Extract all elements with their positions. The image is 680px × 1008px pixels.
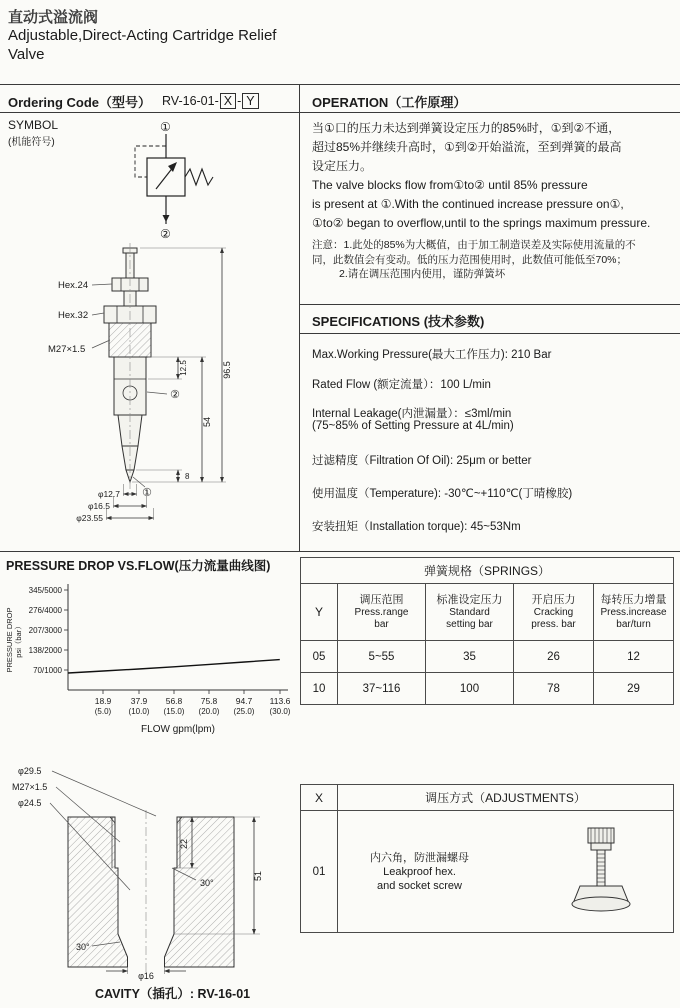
springs-row-10 <box>301 673 674 705</box>
spec-item: (75~85% of Setting Pressure at 4L/min) <box>312 420 514 432</box>
operation-line: is present at ①.With the continued increase pressure on①, <box>312 197 624 211</box>
springs-col-standard-cn: 标准设定压力 <box>436 594 503 606</box>
pressure-flow-chart <box>4 578 296 750</box>
chart-y-tick: 207/3000 <box>28 626 62 635</box>
page-title-cn: 直动式溢流阀 <box>8 9 99 26</box>
springs-cell-increase: 29 <box>594 673 674 705</box>
spec-item: Max.Working Pressure(最大工作压力): 210 Bar <box>312 349 552 361</box>
adjustments-cell-code: 01 <box>301 811 338 933</box>
adjustment-desc-en2: and socket screw <box>377 879 462 892</box>
springs-table-title: 弹簧规格（SPRINGS） <box>301 558 674 584</box>
cavity-angle-30-bottom: 30° <box>76 942 90 952</box>
ordering-code-x-box: X <box>220 93 236 109</box>
flow-curve <box>68 660 280 673</box>
springs-cell-y: 05 <box>301 641 338 673</box>
divider-subheader <box>0 112 680 113</box>
operation-line: The valve blocks flow from①to② until 85% pressure <box>312 178 588 192</box>
cavity-dim-22: 22 <box>179 838 189 850</box>
chart-y-tick: 345/5000 <box>28 586 62 595</box>
springs-table <box>300 557 674 705</box>
adjustments-x-column-label: X <box>301 785 338 811</box>
springs-row-05 <box>301 641 674 673</box>
operation-note: 2.请在调压范围内使用，谨防弹簧坏 <box>339 268 506 280</box>
springs-cell-cracking: 78 <box>514 673 594 705</box>
specifications-list <box>312 344 678 550</box>
chart-x-subtick: (30.0) <box>269 707 291 716</box>
specifications-title: SPECIFICATIONS (技术参数) <box>312 314 485 329</box>
cavity-dia-29-5-label: φ29.5 <box>18 766 42 776</box>
adjustments-table <box>300 784 674 933</box>
adjustment-description <box>370 851 469 893</box>
valve-port2-label: ② <box>170 389 180 401</box>
spec-item: 过滤精度（Filtration Of Oil): 25μm or better <box>312 455 532 467</box>
springs-col-standard-en1: Standard <box>449 607 490 618</box>
valve-dim-96-5: 96.5 <box>222 361 232 379</box>
chart-x-subtick: (15.0) <box>163 707 185 716</box>
divider-vertical-main <box>299 84 300 551</box>
chart-y-axis-label-2: psi（bar） <box>14 622 23 658</box>
springs-y-column-label: Y <box>301 584 338 641</box>
divider-spec-top <box>300 304 680 305</box>
valve-dim-8: 8 <box>185 472 190 481</box>
spec-item: 安装扭矩（Installation torque): 45~53Nm <box>312 521 521 533</box>
chart-x-subtick: (10.0) <box>128 707 150 716</box>
operation-line: 当①口的压力未达到弹簧设定压力的85%时，①到②不通， <box>312 121 621 135</box>
divider-middle <box>0 551 680 552</box>
ordering-code-label: Ordering Code（型号） <box>8 95 152 110</box>
chart-y-axis-label-1: PRESSURE DROP <box>5 607 14 673</box>
valve-dia-16-5: φ16.5 <box>87 501 110 511</box>
divider-spec-bottom <box>300 333 680 334</box>
adjustments-cell-content <box>338 811 674 933</box>
springs-col-standard-en2: setting bar <box>446 619 493 630</box>
page-title-en-line1: Adjustable,Direct-Acting Cartridge Relief <box>8 27 277 44</box>
springs-col-increase-en2: bar/turn <box>616 619 651 630</box>
operation-line: ①to② began to overflow,until to the springs maximum pressure. <box>312 216 651 230</box>
chart-x-subtick: (5.0) <box>94 707 112 716</box>
springs-cell-standard: 100 <box>426 673 514 705</box>
chart-x-tick: 113.6 <box>269 696 291 706</box>
cavity-angle-30-top: 30° <box>200 878 214 888</box>
springs-col-cracking-en2: press. bar <box>531 619 576 630</box>
chart-x-subtick: (25.0) <box>233 707 255 716</box>
valve-thread-label: M27×1.5 <box>48 344 86 355</box>
springs-col-range-en1: Press.range <box>354 607 409 618</box>
chart-x-tick: 18.9 <box>94 696 112 706</box>
adjustment-screw-drawing <box>557 826 645 918</box>
chart-x-tick: 56.8 <box>165 696 183 706</box>
operation-note: 同，此数值会有变动。低的压力范围使用时，此数值可能低至70%； <box>312 253 628 266</box>
spec-item: 使用温度（Temperature): -30℃~+110℃(丁晴橡胶) <box>312 488 573 500</box>
springs-col-cracking-cn: 开启压力 <box>531 594 576 606</box>
symbol-port2-label: ② <box>160 227 171 241</box>
spec-item: Rated Flow (额定流量）：100 L/min <box>312 379 491 391</box>
chart-title: PRESSURE DROP VS.FLOW(压力流量曲线图) <box>6 559 271 573</box>
springs-col-standard <box>426 584 514 641</box>
valve-section-drawing <box>30 246 298 546</box>
symbol-label: SYMBOL <box>8 118 59 132</box>
springs-col-range <box>338 584 426 641</box>
cavity-dia-16: φ16 <box>138 971 154 981</box>
cavity-thread-label: M27×1.5 <box>12 782 48 792</box>
ordering-code-value <box>162 93 260 109</box>
adjustment-desc-cn: 内六角，防泄漏螺母 <box>370 851 469 864</box>
valve-hex32-label: Hex.32 <box>58 310 89 321</box>
chart-y-tick: 276/4000 <box>28 606 62 615</box>
springs-cell-cracking: 26 <box>514 641 594 673</box>
operation-line: 超过85%并继续升高时，①到②开始溢流，至到弹簧的最高 <box>312 140 622 154</box>
valve-hex24-label: Hex.24 <box>58 280 89 291</box>
chart-y-tick: 138/2000 <box>28 646 62 655</box>
symbol-port1-label: ① <box>160 120 171 134</box>
operation-title: OPERATION（工作原理） <box>312 95 467 110</box>
adjustments-row-01 <box>301 811 674 933</box>
springs-col-range-en2: bar <box>374 619 389 630</box>
springs-col-increase-en1: Press.increase <box>600 607 667 618</box>
chart-y-tick: 70/1000 <box>33 666 62 675</box>
adjustments-table-title: 调压方式（ADJUSTMENTS） <box>338 785 674 811</box>
hydraulic-symbol-drawing <box>105 114 235 246</box>
cavity-section-drawing <box>6 762 294 980</box>
ordering-code-y-box: Y <box>242 93 258 109</box>
springs-col-increase <box>594 584 674 641</box>
springs-cell-y: 10 <box>301 673 338 705</box>
chart-x-tick: 37.9 <box>130 696 148 706</box>
springs-cell-standard: 35 <box>426 641 514 673</box>
ordering-code-prefix: RV-16-01- <box>162 94 219 108</box>
page-title-en-line2: Valve <box>8 46 45 63</box>
operation-note: 注意：1.此处的85%为大概值，由于加工制造误差及实际使用流量的不 <box>312 239 636 251</box>
chart-x-tick: 75.8 <box>200 696 218 706</box>
spec-item: Internal Leakage(内泄漏量）：≤3ml/min <box>312 408 512 420</box>
springs-cell-range: 5~55 <box>338 641 426 673</box>
operation-text <box>312 119 678 282</box>
springs-col-range-cn: 调压范围 <box>359 594 404 606</box>
cavity-dim-51: 51 <box>253 870 263 882</box>
valve-dim-54: 54 <box>202 416 212 428</box>
valve-dim-12-5: 12.5 <box>179 360 188 376</box>
springs-cell-increase: 12 <box>594 641 674 673</box>
springs-col-cracking-en1: Cracking <box>533 607 574 618</box>
operation-line: 设定压力。 <box>312 159 373 173</box>
divider-header <box>0 84 680 85</box>
symbol-sublabel: (机能符号) <box>8 137 55 148</box>
springs-col-increase-cn: 每转压力增量 <box>600 594 667 606</box>
chart-x-axis-label: FLOW gpm(lpm) <box>141 724 215 735</box>
springs-col-cracking <box>514 584 594 641</box>
cavity-dia-24-5-label: φ24.5 <box>18 798 42 808</box>
chart-x-tick: 94.7 <box>235 696 253 706</box>
valve-dia-12-7: φ12.7 <box>97 489 120 499</box>
cavity-label: CAVITY（插孔）: RV-16-01 <box>95 987 251 1001</box>
adjustment-desc-en1: Leakproof hex. <box>383 865 456 878</box>
springs-cell-range: 37~116 <box>338 673 426 705</box>
chart-x-subtick: (20.0) <box>198 707 220 716</box>
ordering-code-separator: - <box>237 94 242 108</box>
valve-dia-23-55: φ23.55 <box>76 513 103 523</box>
valve-port1-label: ① <box>142 487 152 499</box>
